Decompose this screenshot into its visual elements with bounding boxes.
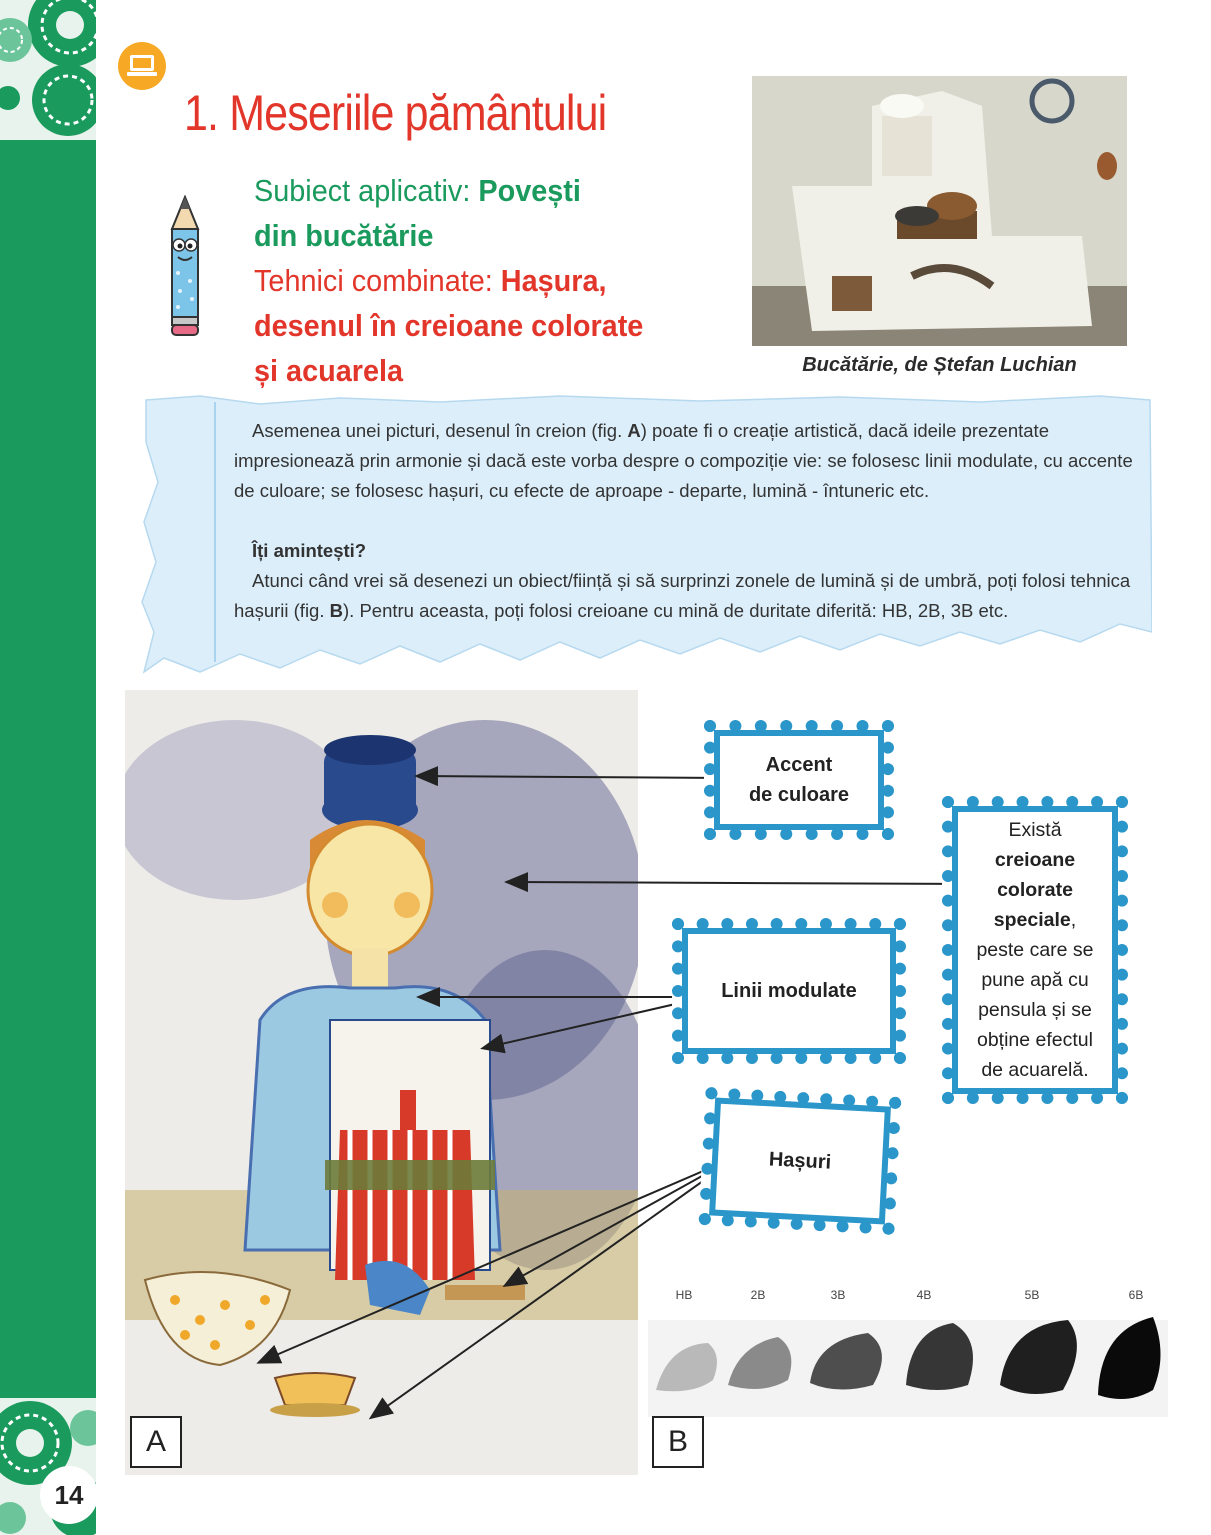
- reminder-text-part-1: Atunci când vrei să desenezi un obiect/ființă și să surprinzi zonele de lumină și de umbră, poți folosi tehnica hașurii (fig.: [234, 570, 1131, 621]
- intro-text-part-2: ) poate fi o creație artistică, dacă ideile prezentate impresionează prin armonie și dacă este vorba despre o compoziție vie: se folosesc linii modulate, cu accente de culoare; se folosesc hașuri, cu efecte de aproape - departe, lumină - întuneric etc.: [234, 420, 1133, 501]
- callout-hasuri-text: Hașuri: [768, 1148, 832, 1174]
- grade-label-5b: 5B: [1024, 1288, 1040, 1302]
- grade-label-3b: 3B: [830, 1288, 846, 1302]
- callout-hasuri: [699, 1087, 902, 1235]
- callout-creioane-colorate: [942, 796, 1128, 1104]
- callout-accent-de-culoare: [704, 720, 894, 840]
- callout-creioane-part-3: , peste care se pune apă cu pensula și se obține efectul de acuarelă.: [976, 909, 1094, 1081]
- reminder-text-part-2: ). Pentru aceasta, poți folosi creioane cu mină de duritate diferită: HB, 2B, 3B etc.: [343, 600, 1009, 621]
- callout-creioane-part-1: Există: [1008, 819, 1062, 841]
- subject-line-1: [254, 168, 581, 213]
- grade-label-4b: 4B: [916, 1288, 932, 1302]
- pencil-hatching-samples: [648, 1285, 1168, 1417]
- page-title: 1. Meseriile pământului: [184, 85, 607, 141]
- techniques-value: Hașura,: [500, 263, 607, 298]
- grade-label-2b: 2B: [750, 1288, 766, 1302]
- kitchen-painting-image: [752, 76, 1127, 346]
- left-margin-strip: [0, 0, 96, 1535]
- callout-accent-text: [749, 750, 849, 810]
- painting-caption: Bucătărie, de Ștefan Luchian: [802, 354, 1077, 376]
- techniques-line-2: desenul în creioane colorate: [254, 308, 644, 343]
- callout-linii-modulate: [672, 918, 906, 1064]
- fig-a-reference: A: [627, 420, 641, 441]
- reminder-heading: Îți amintești?: [252, 540, 367, 561]
- pencil-character-illustration: [160, 195, 210, 340]
- cook-drawing-image: [125, 690, 638, 1475]
- decorative-circles-top: [0, 0, 96, 140]
- computer-icon: [118, 42, 166, 90]
- callout-linii-text: Linii modulate: [721, 980, 857, 1002]
- grade-label-hb: HB: [675, 1288, 693, 1302]
- figure-b-label: B: [652, 1416, 704, 1468]
- subject-label: Subiect aplicativ:: [254, 173, 479, 208]
- callout-creioane-part-2: creioane colorate speciale: [993, 849, 1076, 931]
- page-number: 14: [40, 1466, 98, 1524]
- intro-text-part-1: Asemenea unei picturi, desenul în creion (fig.: [252, 420, 628, 441]
- info-text: [234, 416, 1134, 626]
- techniques-line-1: [254, 258, 607, 303]
- callout-creioane-text: [954, 815, 1116, 1085]
- intro-paragraph: [234, 416, 1134, 506]
- callout-accent-line-1: Accent: [765, 754, 833, 776]
- grade-label-6b: 6B: [1128, 1288, 1144, 1302]
- subject-value: Povești: [478, 173, 581, 208]
- callout-accent-line-2: de culoare: [748, 784, 850, 806]
- techniques-line-3: și acuarela: [254, 353, 404, 388]
- subject-line-2: din bucătărie: [254, 218, 434, 253]
- techniques-label: Tehnici combinate:: [254, 263, 501, 298]
- figure-a-label: A: [130, 1416, 182, 1468]
- reminder-paragraph: [234, 566, 1134, 626]
- fig-b-reference: B: [329, 600, 343, 621]
